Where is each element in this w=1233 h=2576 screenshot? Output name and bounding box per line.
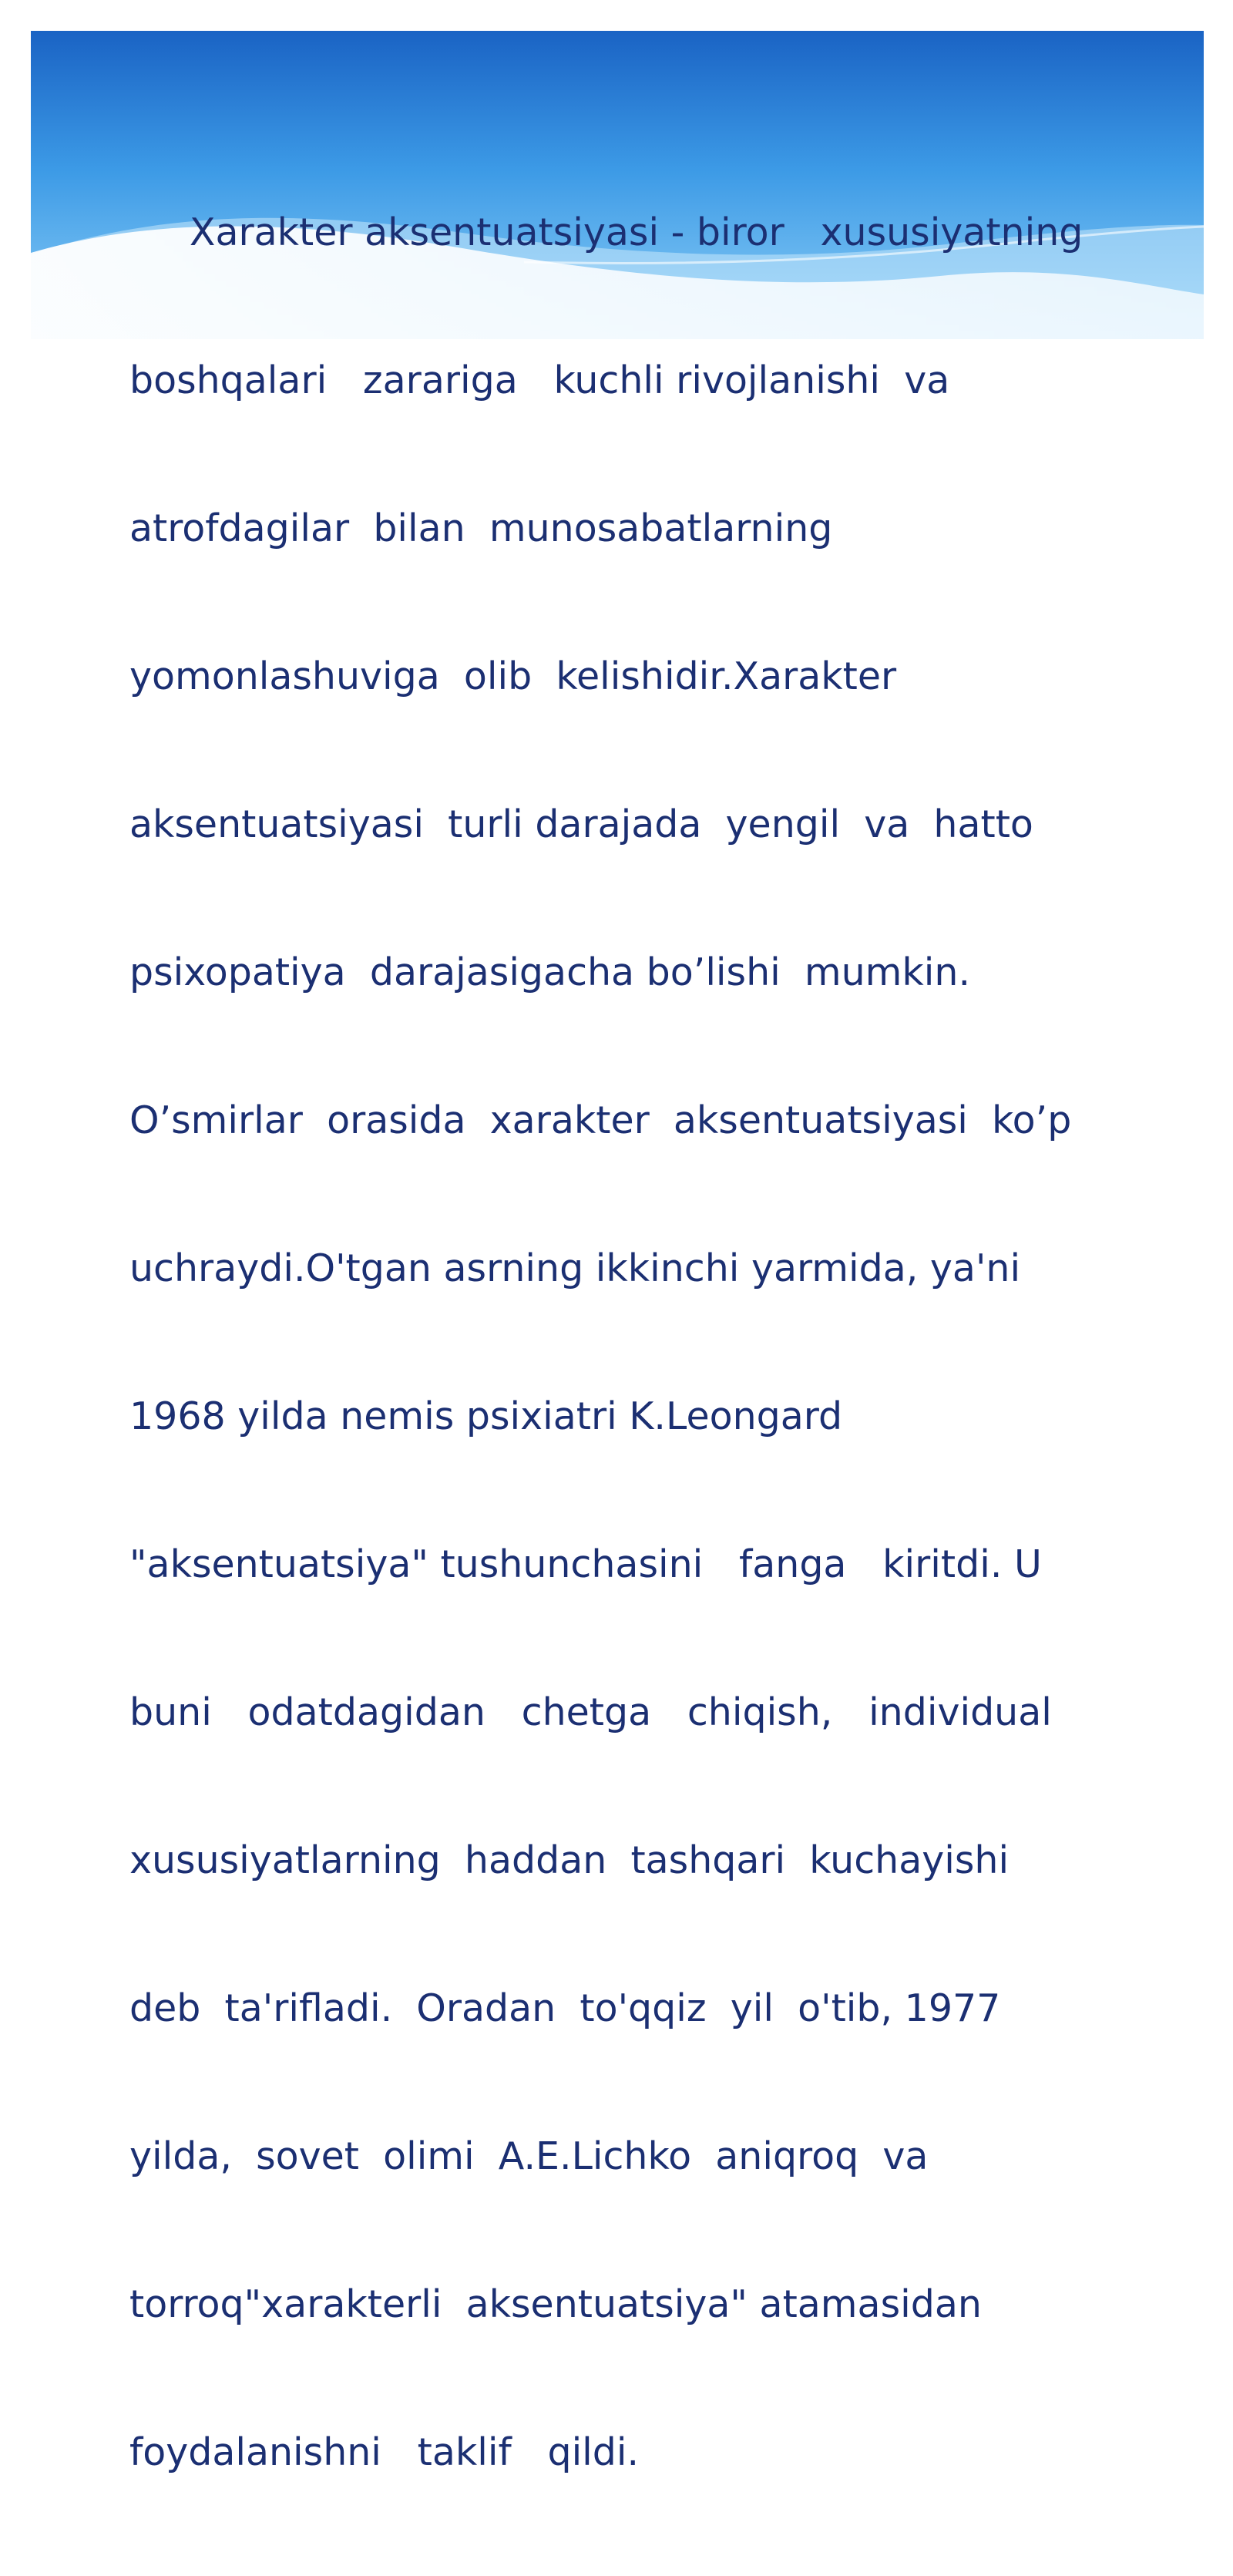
body-line: O’smirlar orasida xarakter aksentuatsiyasi ko’p [129, 1098, 1072, 1142]
body-line: boshqalari zarariga kuchli rivojlanishi va [129, 358, 950, 402]
body-line: Xarakter aksentuatsiyasi - biror xususiyatning [129, 210, 1083, 254]
body-line: aksentuatsiyasi turli darajada yengil va hatto [129, 802, 1033, 846]
body-line: foydalanishni taklif qildi. [129, 2430, 640, 2474]
body-line: deb ta'rifladi. Oradan to'qqiz yil o'tib, 1977 [129, 1986, 1001, 2030]
body-line: psixopatiya darajasigacha bo’lishi mumkin. [129, 950, 971, 994]
slide-body-text [129, 109, 1100, 2576]
body-line: yomonlashuviga olib kelishidir.Xarakter [129, 654, 897, 698]
body-line: uchraydi.O'tgan asrning ikkinchi yarmida, ya'ni [129, 1246, 1021, 1290]
body-line: atrofdagilar bilan munosabatlarning [129, 506, 833, 550]
body-line: 1968 yilda nemis psixiatri K.Leongard [129, 1394, 843, 1438]
body-line: "aksentuatsiya" tushunchasini fanga kiritdi. U [129, 1542, 1042, 1586]
body-line: xususiyatlarning haddan tashqari kuchayishi [129, 1838, 1010, 1882]
body-line: torroq"xarakterli aksentuatsiya" atamasidan [129, 2282, 982, 2326]
body-line: yilda, sovet olimi A.E.Lichko aniqroq va [129, 2134, 929, 2178]
body-line: buni odatdagidan chetga chiqish, individual [129, 1690, 1052, 1734]
